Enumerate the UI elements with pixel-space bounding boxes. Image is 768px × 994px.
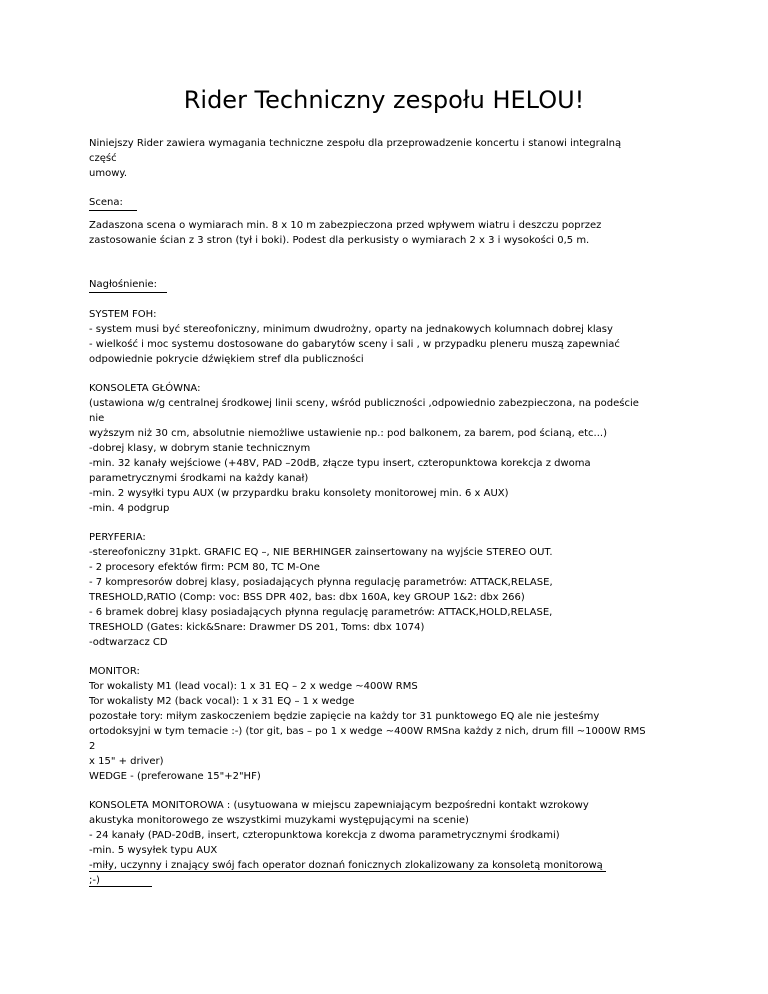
text-line: (ustawiona w/g centralnej środkowej linii sceny, wśród publiczności ,odpowiednio zabezpieczona, na podeście nie <box>89 398 643 424</box>
final-line: -miły, uczynny i znający swój fach operator doznań fonicznych zlokalizowany za konsoletą monitorową ;-) <box>89 860 606 886</box>
system-foh-section <box>89 307 649 367</box>
text-line: TRESHOLD (Gates: kick&Snare: Drawmer DS 201, Toms: dbx 1074) <box>89 622 425 633</box>
peryferia-section <box>89 530 649 650</box>
naglosnienie-section <box>89 277 649 293</box>
section-heading-monitor: MONITOR: <box>89 666 140 677</box>
text-line: - 6 bramek dobrej klasy posiadających płynna regulację parametrów: ATTACK,HOLD,RELASE, <box>89 607 553 618</box>
text-line: umowy. <box>89 168 128 179</box>
section-heading-peryferia: PERYFERIA: <box>89 532 146 543</box>
section-heading-konsoleta-glowna: KONSOLETA GŁÓWNA: <box>89 383 201 394</box>
text-line: wyższym niż 30 cm, absolutnie niemożliwe ustawienie np.: pod balkonem, za barem, pod ścianą, etc...) <box>89 428 607 439</box>
text-line: x 15" + driver) <box>89 756 164 767</box>
text-line: odpowiednie pokrycie dźwiękiem stref dla publiczności <box>89 354 364 365</box>
section-heading-scena: Scena: <box>89 195 649 211</box>
text-line: zastosowanie ścian z 3 stron (tył i boki). Podest dla perkusisty o wymiarach 2 x 3 i wysokości 0,5 m. <box>89 235 590 246</box>
text-line: Tor wokalisty M2 (back vocal): 1 x 31 EQ – 1 x wedge <box>89 696 355 707</box>
text-line: -dobrej klasy, w dobrym stanie technicznym <box>89 443 311 454</box>
scena-section <box>89 195 649 248</box>
document-title: Rider Techniczny zespołu HELOU! <box>183 86 585 114</box>
text-line: akustyka monitorowego ze wszystkimi muzykami występującymi na scenie) <box>89 815 469 826</box>
text-line: -min. 4 podgrup <box>89 503 170 514</box>
text-line: Zadaszona scena o wymiarach min. 8 x 10 m zabezpieczona przed wpływem wiatru i deszczu poprzez <box>89 220 602 231</box>
konsoleta-monitorowa-section <box>89 798 649 888</box>
text-line: - 2 procesory efektów firm: PCM 80, TC M-One <box>89 562 320 573</box>
section-heading-naglosnienie: Nagłośnienie: <box>89 277 649 293</box>
text-line: - 7 kompresorów dobrej klasy, posiadających płynna regulację parametrów: ATTACK,RELASE, <box>89 577 553 588</box>
text-line: -odtwarzacz CD <box>89 637 168 648</box>
document-body <box>89 136 649 902</box>
konsoleta-glowna-section <box>89 381 649 516</box>
text-line: pozostałe tory: miłym zaskoczeniem będzie zapięcie na każdy tor 31 punktowego EQ ale nie jesteśmy <box>89 711 600 722</box>
text-line: TRESHOLD,RATIO (Comp: voc: BSS DPR 402, bas: dbx 160A, key GROUP 1&2: dbx 266) <box>89 592 525 603</box>
monitor-section <box>89 664 649 784</box>
text-line: -min. 2 wysyłki typu AUX (w przypardku braku konsolety monitorowej min. 6 x AUX) <box>89 488 509 499</box>
text-line: - 24 kanały (PAD-20dB, insert, czteropunktowa korekcja z dwoma parametrycznymi środkami) <box>89 830 560 841</box>
text-line: Niniejszy Rider zawiera wymagania techniczne zespołu dla przeprowadzenie koncertu i stanowi integralną część <box>89 138 625 164</box>
text-line: WEDGE - (preferowane 15"+2"HF) <box>89 771 261 782</box>
text-line: -min. 5 wysyłek typu AUX <box>89 845 218 856</box>
text-line: ortodoksyjni w tym temacie :-) (tor git, bas – po 1 x wedge ~400W RMSna każdy z nich, drum fill ~1000W RMS 2 <box>89 726 649 752</box>
text-line: -min. 32 kanały wejściowe (+48V, PAD –20dB, złącze typu insert, czteropunktowa korekcja z dwoma <box>89 458 591 469</box>
text-line: parametrycznymi środkami na każdy kanał) <box>89 473 309 484</box>
text-line: KONSOLETA MONITOROWA : (usytuowana w miejscu zapewniającym bezpośredni kontakt wzrokowy <box>89 800 589 811</box>
text-line: - system musi być stereofoniczny, minimum dwudrożny, oparty na jednakowych kolumnach dobrej klasy <box>89 324 613 335</box>
section-heading-system-foh: SYSTEM FOH: <box>89 309 157 320</box>
text-line: -stereofoniczny 31pkt. GRAFIC EQ –, NIE BERHINGER zainsertowany na wyjście STEREO OUT. <box>89 547 553 558</box>
text-line: - wielkość i moc systemu dostosowane do gabarytów sceny i sali , w przypadku pleneru muszą zapewniać <box>89 339 620 350</box>
text-line: Tor wokalisty M1 (lead vocal): 1 x 31 EQ – 2 x wedge ~400W RMS <box>89 681 418 692</box>
intro-paragraph <box>89 136 649 181</box>
